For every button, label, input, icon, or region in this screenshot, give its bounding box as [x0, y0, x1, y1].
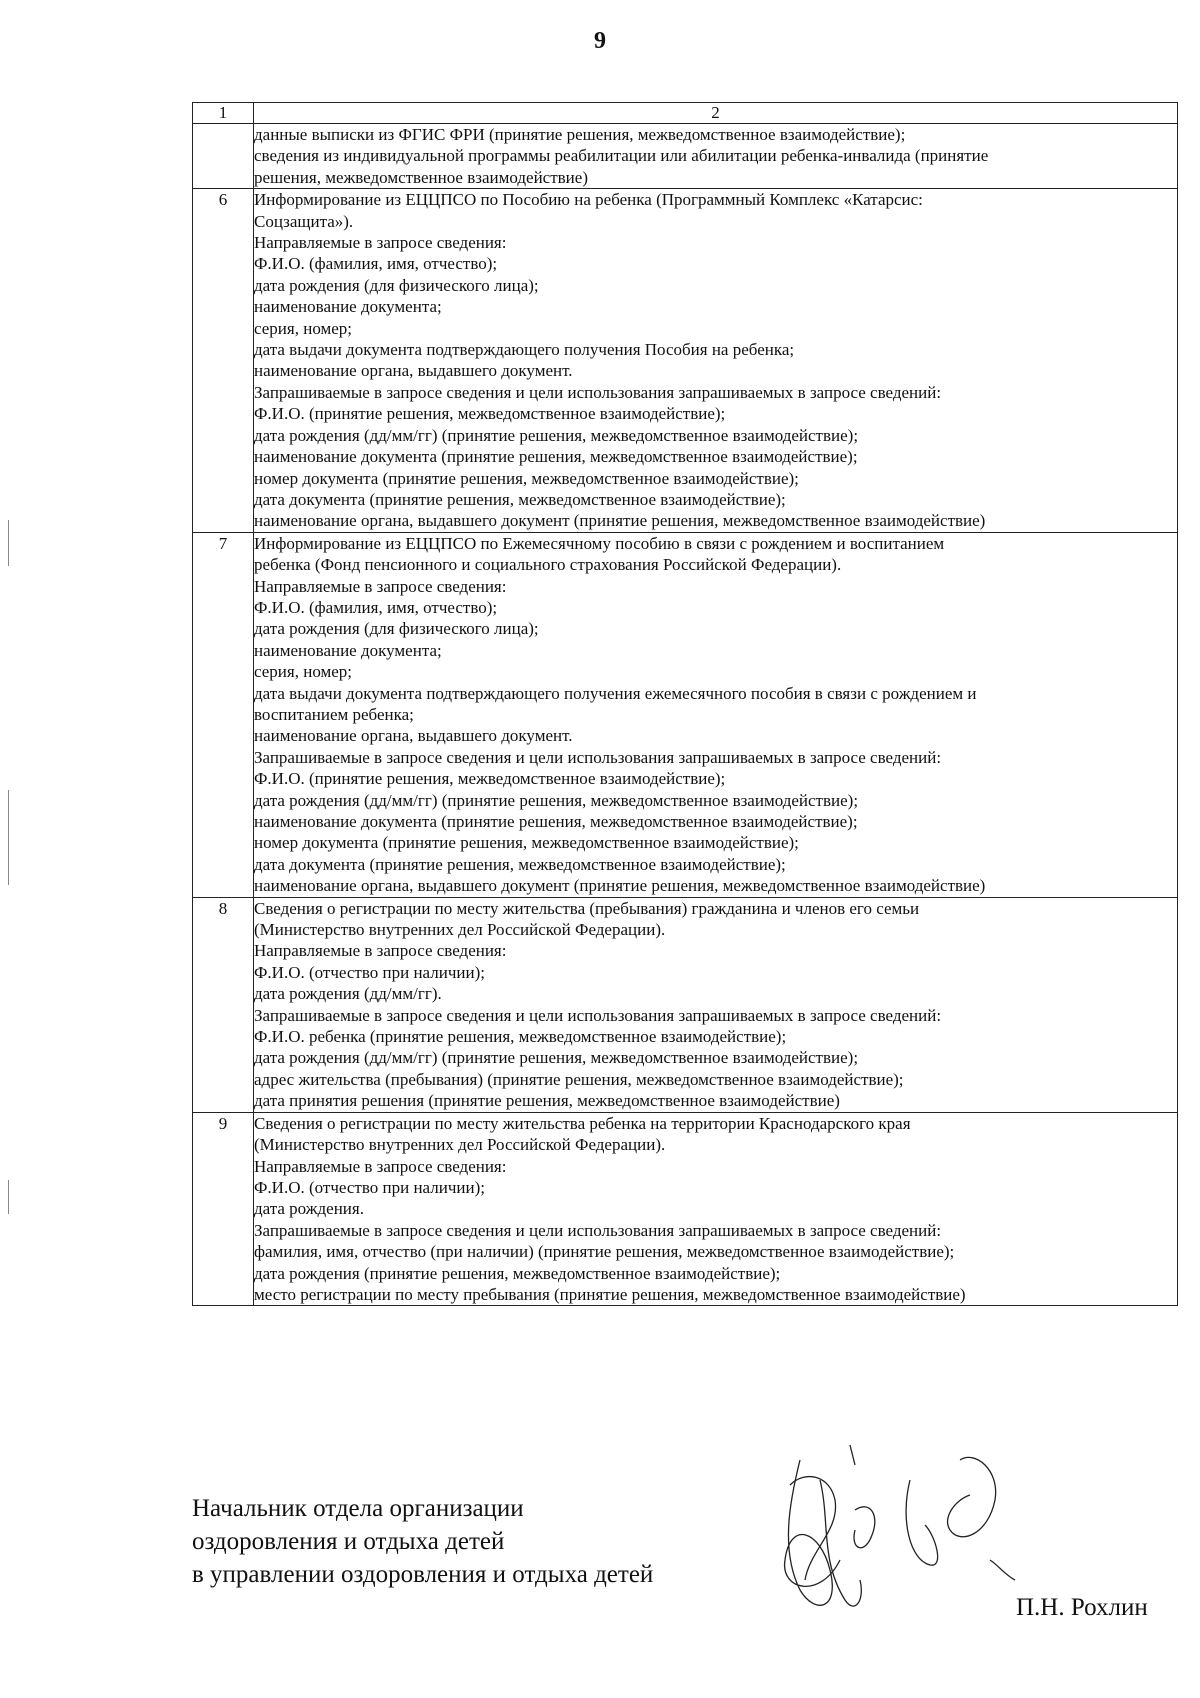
- content-line: Направляемые в запросе сведения:: [254, 941, 507, 961]
- content-line: Направляемые в запросе сведения:: [254, 233, 507, 253]
- content-line: Запрашиваемые в запросе сведения и цели использования запрашиваемых в запросе сведений:: [254, 747, 942, 767]
- row-content: [254, 1112, 1178, 1306]
- content-line: дата рождения (дд/мм/гг) (принятие решения, межведомственное взаимодействие);: [254, 790, 859, 810]
- table-row: [193, 897, 1178, 1112]
- content-line: Ф.И.О. (отчество при наличии);: [254, 1177, 485, 1197]
- content-line: фамилия, имя, отчество (при наличии) (принятие решения, межведомственное взаимодействие);: [254, 1242, 955, 1262]
- content-line: номер документа (принятие решения, межведомственное взаимодействие);: [254, 468, 799, 488]
- content-line: наименование документа (принятие решения, межведомственное взаимодействие);: [254, 812, 858, 831]
- table-row: [193, 532, 1178, 897]
- content-line: адрес жительства (пребывания) (принятие решения, межведомственное взаимодействие);: [254, 1069, 904, 1089]
- content-line: наименование документа;: [254, 297, 442, 317]
- row-content: [254, 897, 1178, 1112]
- scan-mark: [8, 790, 9, 885]
- content-line: Ф.И.О. (фамилия, имя, отчество);: [254, 254, 498, 274]
- position-line: Начальник отдела организации: [192, 1495, 524, 1522]
- column-header: 1: [193, 103, 254, 124]
- content-line: решения, межведомственное взаимодействие): [254, 167, 588, 187]
- scan-mark: [8, 1180, 9, 1214]
- content-line: воспитанием ребенка;: [254, 704, 414, 724]
- content-line: наименование органа, выдавшего документ (принятие решения, межведомственное взаимодействие): [254, 511, 986, 531]
- content-line: наименование органа, выдавшего документ (принятие решения, межведомственное взаимодействие): [254, 876, 986, 896]
- content-line: дата принятия решения (принятие решения, межведомственное взаимодействие): [254, 1091, 840, 1111]
- content-line: дата рождения (дд/мм/гг) (принятие решения, межведомственное взаимодействие);: [254, 425, 859, 445]
- row-content: [254, 532, 1178, 897]
- row-number: 8: [193, 897, 254, 1112]
- handwritten-signature: [760, 1440, 1020, 1640]
- content-line: дата выдачи документа подтверждающего получения ежемесячного пособия в связи с рождением и: [254, 683, 977, 703]
- content-line: дата документа (принятие решения, межведомственное взаимодействие);: [254, 854, 786, 874]
- row-number: 9: [193, 1112, 254, 1306]
- row-number: 6: [193, 189, 254, 533]
- signature-position: [192, 1492, 653, 1591]
- content-line: Направляемые в запросе сведения:: [254, 1156, 507, 1176]
- content-line: серия, номер;: [254, 318, 353, 338]
- content-line: сведения из индивидуальной программы реабилитации или абилитации ребенка-инвалида (принятие: [254, 146, 989, 166]
- signatory-name: П.Н. Рохлин: [1016, 1594, 1148, 1621]
- content-line: дата рождения.: [254, 1199, 364, 1219]
- content-line: наименование органа, выдавшего документ.: [254, 726, 573, 746]
- content-line: наименование документа (принятие решения, межведомственное взаимодействие);: [254, 447, 858, 467]
- content-line: Направляемые в запросе сведения:: [254, 576, 507, 596]
- content-line: место регистрации по месту пребывания (принятие решения, межведомственное взаимодействие): [254, 1284, 966, 1304]
- content-line: Ф.И.О. (фамилия, имя, отчество);: [254, 597, 498, 617]
- content-line: дата рождения (для физического лица);: [254, 619, 539, 639]
- row-content: [254, 189, 1178, 533]
- content-line: Ф.И.О. ребенка (принятие решения, межведомственное взаимодействие);: [254, 1027, 787, 1047]
- content-line: Сведения о регистрации по месту жительства ребенка на территории Краснодарского края: [254, 1113, 911, 1133]
- content-line: серия, номер;: [254, 662, 353, 682]
- content-line: наименование органа, выдавшего документ.: [254, 361, 573, 381]
- content-line: Ф.И.О. (принятие решения, межведомственное взаимодействие);: [254, 769, 726, 789]
- content-line: номер документа (принятие решения, межведомственное взаимодействие);: [254, 833, 799, 853]
- content-line: наименование документа;: [254, 640, 442, 660]
- content-line: (Министерство внутренних дел Российской Федерации).: [254, 1135, 666, 1155]
- row-number: [193, 124, 254, 189]
- table-row: [193, 124, 1178, 189]
- data-table: [192, 102, 1178, 1306]
- row-number: 7: [193, 532, 254, 897]
- position-line: оздоровления и отдыха детей: [192, 1528, 505, 1555]
- page-number: 9: [594, 28, 606, 54]
- position-line: в управлении оздоровления и отдыха детей: [192, 1561, 654, 1588]
- table-header-row: [193, 103, 1178, 124]
- content-line: дата выдачи документа подтверждающего получения Пособия на ребенка;: [254, 340, 795, 360]
- content-line: Запрашиваемые в запросе сведения и цели использования запрашиваемых в запросе сведений:: [254, 1220, 942, 1240]
- row-content: [254, 124, 1178, 189]
- column-header: 2: [254, 103, 1178, 124]
- content-line: Запрашиваемые в запросе сведения и цели использования запрашиваемых в запросе сведений:: [254, 382, 942, 402]
- content-line: дата рождения (принятие решения, межведомственное взаимодействие);: [254, 1263, 781, 1283]
- scan-mark: [8, 520, 9, 566]
- table-row: [193, 1112, 1178, 1306]
- content-line: дата рождения (для физического лица);: [254, 275, 539, 295]
- content-line: Запрашиваемые в запросе сведения и цели использования запрашиваемых в запросе сведений:: [254, 1005, 942, 1025]
- content-line: Соцзащита»).: [254, 211, 354, 231]
- table-body: [193, 124, 1178, 1306]
- content-line: Информирование из ЕЦЦПСО по Ежемесячному пособию в связи с рождением и воспитанием: [254, 533, 945, 553]
- table-row: [193, 189, 1178, 533]
- content-line: данные выписки из ФГИС ФРИ (принятие решения, межведомственное взаимодействие);: [254, 125, 906, 144]
- content-line: (Министерство внутренних дел Российской Федерации).: [254, 920, 666, 940]
- content-line: дата документа (принятие решения, межведомственное взаимодействие);: [254, 489, 786, 509]
- content-line: Информирование из ЕЦЦПСО по Пособию на ребенка (Программный Комплекс «Катарсис:: [254, 190, 923, 210]
- content-line: Сведения о регистрации по месту жительства (пребывания) гражданина и членов его семьи: [254, 898, 920, 918]
- content-line: Ф.И.О. (отчество при наличии);: [254, 962, 485, 982]
- content-line: ребенка (Фонд пенсионного и социального страхования Российской Федерации).: [254, 555, 842, 575]
- content-line: дата рождения (дд/мм/гг) (принятие решения, межведомственное взаимодействие);: [254, 1048, 859, 1068]
- content-line: Ф.И.О. (принятие решения, межведомственное взаимодействие);: [254, 404, 726, 424]
- content-line: дата рождения (дд/мм/гг).: [254, 984, 442, 1004]
